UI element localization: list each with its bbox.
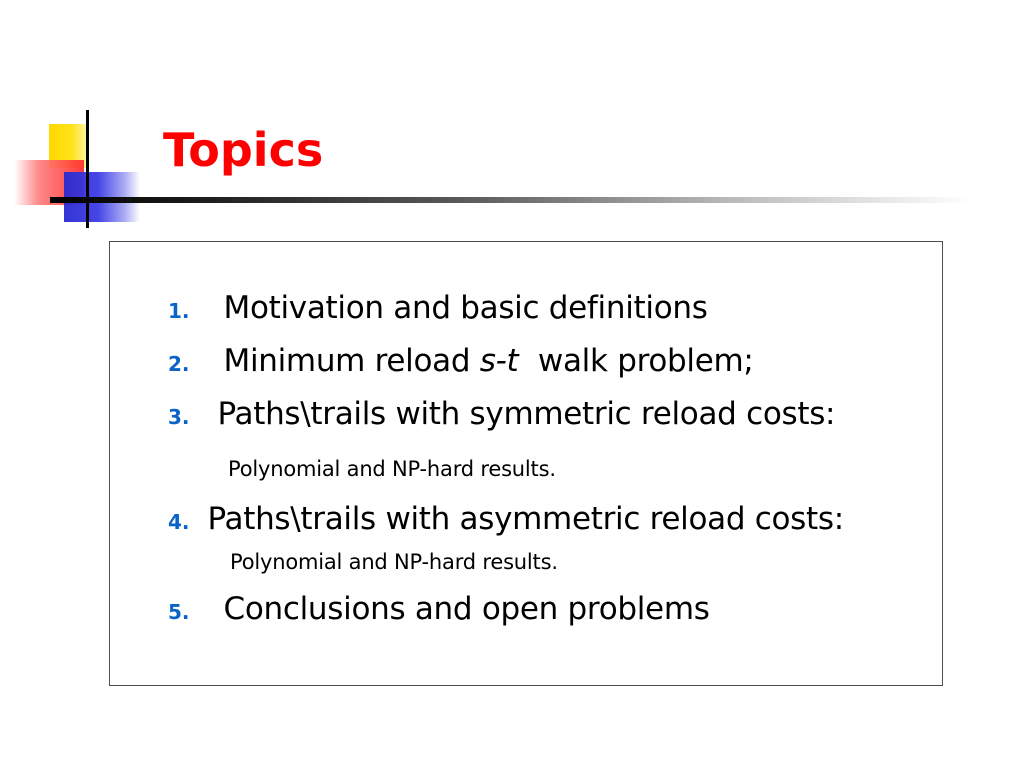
list-item-4-subtext: Polynomial and NP-hard results. — [230, 550, 558, 574]
list-item-4 — [168, 499, 844, 544]
item-text: Paths\trails with symmetric reload costs: — [217, 396, 836, 432]
item-text: Conclusions and open problems — [223, 591, 710, 627]
logo-vertical-line — [86, 110, 89, 228]
item-number: 1. — [168, 299, 190, 323]
list-item-1 — [168, 288, 708, 333]
item-number: 5. — [168, 600, 190, 624]
item-number: 3. — [168, 405, 190, 429]
item-text: Paths\trails with asymmetric reload costs: — [207, 501, 844, 537]
item-text-before: Minimum reload — [223, 343, 480, 379]
list-item-3 — [168, 394, 835, 439]
list-item-5 — [168, 589, 710, 634]
item-text-italic: s-t — [479, 343, 519, 379]
item-text-after: walk problem; — [528, 343, 754, 379]
item-number: 4. — [168, 510, 190, 534]
list-item-2 — [168, 341, 754, 386]
item-text: Motivation and basic definitions — [223, 290, 708, 326]
slide-title: Topics — [163, 123, 324, 177]
item-number: 2. — [168, 352, 190, 376]
list-item-3-subtext: Polynomial and NP-hard results. — [228, 457, 556, 481]
title-underline — [50, 197, 970, 203]
